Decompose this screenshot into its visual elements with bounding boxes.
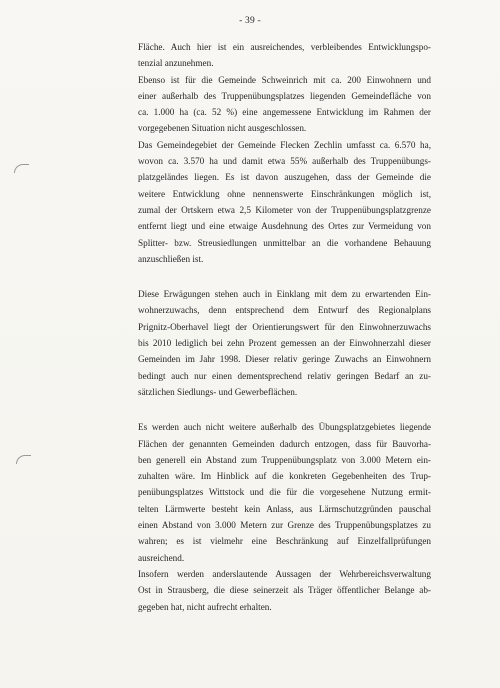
text-line: bedingt auch nur einen dementsprechend relativ geringen Bedarf an zu- (138, 370, 431, 381)
text-line: tenzial anzunehmen. (138, 58, 214, 69)
text-line: einen Abstand von 3.000 Metern zur Grenze des Truppenübungsplatzes zu (138, 520, 431, 531)
text-line: sätzlichen Siedlungs- und Gewerbeflächen. (138, 386, 298, 397)
text-line: zuhalten wäre. Im Hinblick auf die konkreten Gegebenheiten des Trup- (138, 471, 431, 482)
text-line: Diese Erwägungen stehen auch in Einklang mit dem zu erwartenden Ein- (138, 289, 431, 300)
text-line: ausreichend. (138, 552, 185, 563)
text-line: gegeben hat, nicht aufrecht erhalten. (138, 601, 272, 612)
text-line: zumal der Ortskern etwa 2,5 Kilometer von der Truppenübungsplatzgrenze (138, 204, 431, 215)
body-text (138, 39, 431, 615)
text-line: Es werden auch nicht weitere außerhalb des Übungsplatzgebietes liegende (138, 422, 431, 433)
paragraph-gap (138, 267, 431, 286)
text-line: wahren; es ist vielmehr eine Beschränkung auf Einzelfallprüfungen (138, 536, 431, 547)
text-line: Das Gemeindegebiet der Gemeinde Flecken Zechlin umfasst ca. 6.570 ha, (138, 139, 431, 150)
text-line: vorgegebenen Situation nicht ausgeschlossen. (138, 123, 307, 134)
text-line: Fläche. Auch hier ist ein ausreichendes, verbleibendes Entwicklungspo- (138, 42, 431, 52)
paragraph-3 (138, 419, 431, 615)
text-line: wohnerzuwachs, denn entsprechend dem Entwurf des Regionalplans (138, 305, 431, 316)
page-number: - 39 - (239, 16, 261, 26)
text-line: einer außerhalb des Truppenübungsplatzes liegenden Gemeindefläche von (138, 90, 431, 101)
text-line: wovon ca. 3.570 ha und damit etwa 55% außerhalb des Truppenübungs- (138, 156, 431, 167)
text-line: Insofern werden anderslautende Aussagen der Wehrbereichsverwaltung (138, 568, 431, 579)
paragraph-2 (138, 286, 431, 400)
text-line: ben generell ein Abstand zum Truppenübungsplatz von 3.000 Metern ein- (138, 454, 431, 465)
text-line: weitere Entwicklung ohne nennenswerte Einschränkungen möglich ist, (138, 188, 431, 199)
text-line: Prignitz-Oberhavel liegt der Orientierungswert für den Einwohnerzuwachs (138, 321, 431, 332)
text-line: anzuschließen ist. (138, 253, 204, 264)
text-line: entfernt liegt und eine etwaige Ausdehnung des Ortes zur Vermeidung von (138, 221, 431, 232)
text-line: Gemeinden im Jahr 1998. Dieser relativ geringe Zuwachs an Einwohnern (138, 354, 431, 365)
text-line: Flächen der genannten Gemeinden dadurch entzogen, dass für Bauvorha- (138, 438, 431, 449)
text-line: penübungsplatzes Wittstock und die für die vorgesehene Nutzung ermit- (138, 487, 431, 498)
margin-hole-mark (16, 455, 31, 464)
paragraph-1 (138, 39, 431, 267)
paragraph-gap (138, 400, 431, 419)
text-line: ca. 1.000 ha (ca. 52 %) eine angemessene Entwicklung im Rahmen der (138, 107, 431, 118)
text-line: platzgeländes liegen. Es ist davon auszugehen, dass der Gemeinde die (138, 172, 431, 183)
text-line: Splitter- bzw. Streusiedlungen unmittelbar an die vorhandene Behauung (138, 237, 431, 248)
text-line: Ebenso ist für die Gemeinde Schweinrich mit ca. 200 Einwohnern und (138, 74, 431, 85)
text-line: telten Lärmwerte besteht kein Anlass, aus Lärmschutzgründen pauschal (138, 503, 431, 514)
text-line: bis 2010 lediglich bei zehn Prozent gemessen an der Einwohnerzahl dieser (138, 338, 431, 349)
text-line: Ost in Strausberg, die diese seinerzeit als Träger öffentlicher Belange ab- (138, 585, 431, 596)
margin-hole-mark (14, 164, 29, 173)
